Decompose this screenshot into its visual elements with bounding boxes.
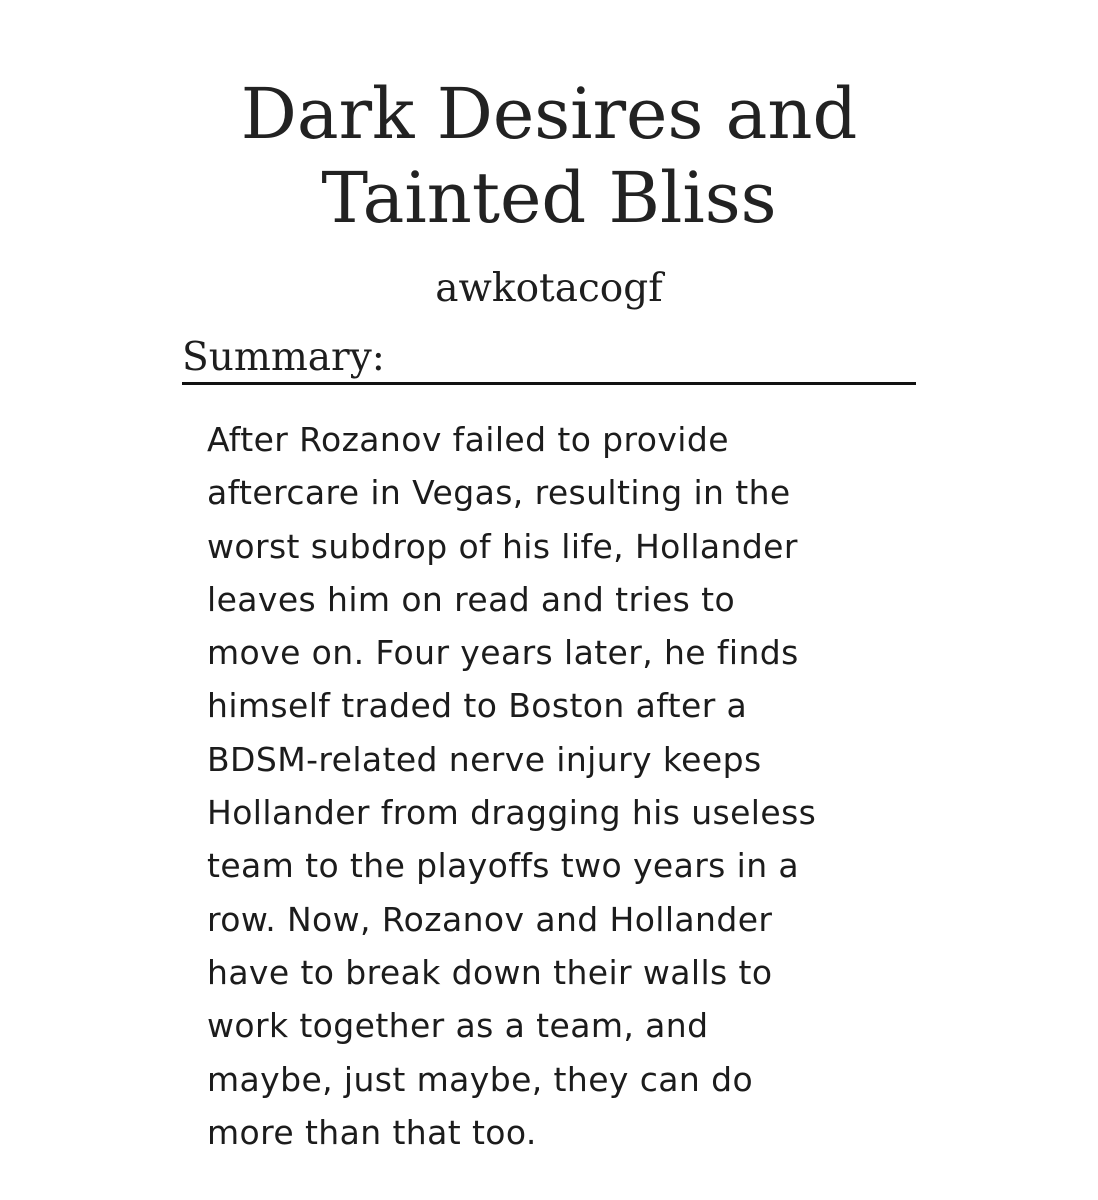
summary-line: team to the playoffs two years in a [207, 846, 800, 886]
work-author[interactable]: awkotacogf [435, 266, 663, 311]
summary-line: more than that too. [207, 1112, 537, 1152]
summary-line: row. Now, Rozanov and Hollander [207, 899, 773, 939]
work-title-line: Dark Desires and [240, 73, 858, 155]
work-title-line: Tainted Bliss [321, 157, 777, 239]
summary-line: work together as a team, and [207, 1006, 709, 1046]
summary-line: Hollander from dragging his useless [207, 793, 817, 833]
summary-text [207, 413, 907, 1159]
summary-line: worst subdrop of his life, Hollander [207, 526, 798, 566]
summary-line: maybe, just maybe, they can do [207, 1059, 754, 1099]
summary-line: aftercare in Vegas, resulting in the [207, 473, 791, 513]
summary-line: BDSM-related nerve injury keeps [207, 739, 762, 779]
summary-line: leaves him on read and tries to [207, 579, 736, 619]
summary-line: move on. Four years later, he finds [207, 633, 799, 673]
summary-line: himself traded to Boston after a [207, 686, 748, 726]
summary-line: have to break down their walls to [207, 952, 773, 992]
work-title [0, 72, 1098, 240]
summary-heading: Summary: [182, 334, 916, 385]
summary-line: After Rozanov failed to provide [207, 420, 729, 459]
